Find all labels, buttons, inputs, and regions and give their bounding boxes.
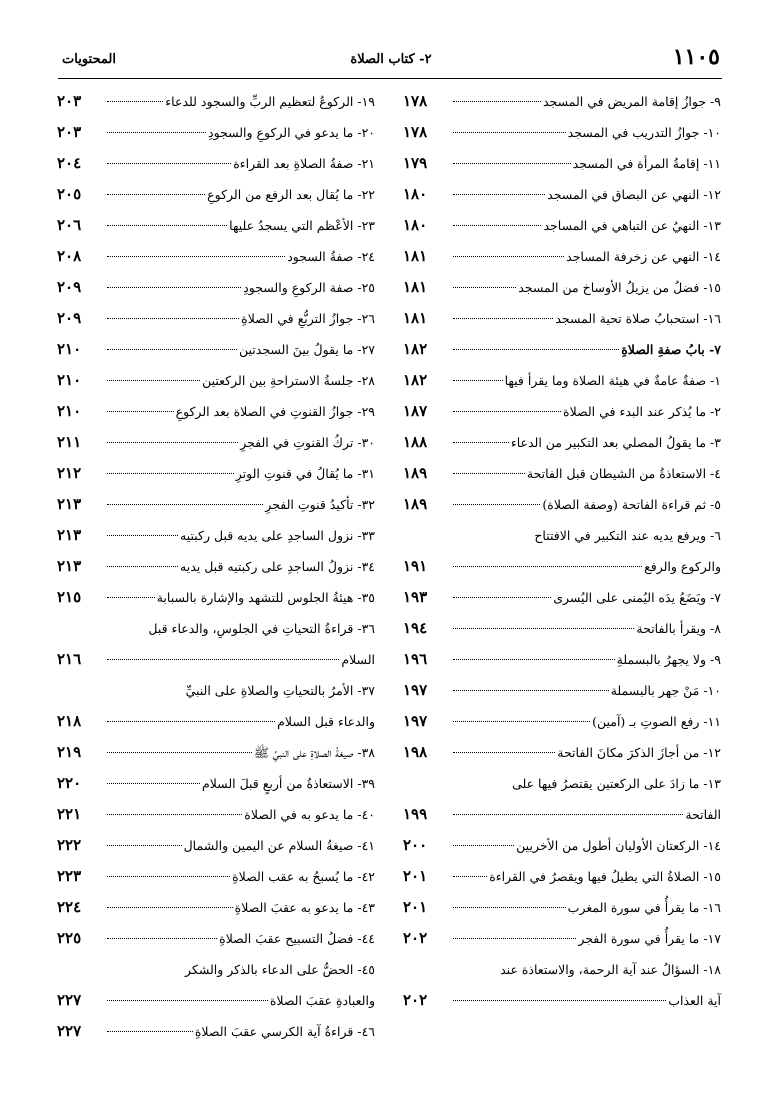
toc-entry-page-number: ٢٠٣ — [57, 92, 82, 110]
toc-entry-title: ١٢- النهي عن البصاق في المسجد — [547, 187, 721, 202]
dot-leader — [453, 504, 540, 505]
toc-entry-title: ٣٤- نزولُ الساجدِ على ركبتيه قبل يديه — [180, 559, 375, 574]
toc-entry-title: ٤٤- فضلُ التسبيح عقبَ الصلاةِ — [219, 931, 375, 946]
toc-entry-row — [57, 117, 375, 148]
dot-leader — [453, 752, 555, 753]
toc-entry — [403, 706, 721, 737]
toc-entry-page-number: ٢١٠ — [57, 371, 82, 389]
toc-entry — [57, 675, 375, 737]
toc-entry — [403, 830, 721, 861]
toc-entry-title: ٤١- صيغةُ السلام عن اليمين والشمال — [183, 838, 375, 853]
toc-entry-continuation: آية العذاب — [668, 993, 721, 1008]
toc-entry-title: ٢٧- ما يقولُ بينَ السجدتين — [239, 342, 375, 357]
toc-entry-page-number: ٢٢١ — [57, 805, 82, 823]
toc-entry-row — [57, 861, 375, 892]
toc-entry — [57, 365, 375, 396]
toc-entry-title: ٣٢- تأكيدُ قنوتِ الفجرِ — [265, 497, 375, 512]
toc-entry-row — [57, 644, 375, 675]
toc-entry-row — [403, 241, 721, 272]
toc-entry-title: ٢٢- ما يُقال بعد الرفع من الركوعِ — [207, 187, 375, 202]
dot-leader — [107, 504, 263, 505]
toc-entry-page-number: ١٨١ — [403, 309, 428, 327]
dot-leader — [107, 349, 237, 350]
toc-entry-row — [403, 334, 721, 365]
toc-entry-page-number: ١٩٦ — [403, 650, 428, 668]
toc-entry — [57, 520, 375, 551]
toc-entry-row — [57, 241, 375, 272]
toc-entry-row — [403, 396, 721, 427]
toc-entry-row — [403, 179, 721, 210]
toc-entry-continuation: والعبادةِ عقبَ الصلاة — [269, 993, 375, 1008]
toc-entry-page-number: ٢٢٢ — [57, 836, 82, 854]
toc-entry-page-number: ٢٢٧ — [57, 991, 82, 1009]
toc-entry-page-number: ٢٠٩ — [57, 309, 82, 327]
toc-entry-title: ٢٣- الأعْظم التي يسجدُ عليها — [229, 218, 375, 233]
toc-entry — [403, 861, 721, 892]
dot-leader — [107, 132, 206, 133]
toc-entry-title: ٣٩- الاستعاذةُ من أربعٍ قبلَ السلام — [201, 776, 375, 791]
dot-leader — [107, 380, 200, 381]
toc-entry — [403, 675, 721, 706]
dot-leader — [453, 876, 487, 877]
toc-entry-title: ١٤- النهي عن زخرفة المساجد — [566, 249, 721, 264]
toc-entry-title: ٣٨- صيغةُ الصلاةِ على النبيِّ ﷺ — [253, 745, 375, 760]
toc-entry — [57, 768, 375, 799]
toc-entry-page-number: ١٨٧ — [403, 402, 428, 420]
toc-entry-row — [403, 210, 721, 241]
toc-entry — [57, 551, 375, 582]
toc-entry — [57, 241, 375, 272]
toc-entry-page-number: ١٨٢ — [403, 340, 428, 358]
toc-entry-row — [403, 985, 721, 1016]
toc-entry-row — [403, 117, 721, 148]
toc-entry — [403, 768, 721, 830]
toc-entry-page-number: ٢٢٠ — [57, 774, 82, 792]
toc-entry-title: ٣٥- هيئةُ الجلوس للتشهد والإشارة بالسبابة — [156, 590, 375, 605]
toc-entry-row — [57, 427, 375, 458]
toc-entry-row — [403, 861, 721, 892]
dot-leader — [453, 814, 683, 815]
toc-entry — [57, 303, 375, 334]
toc-entry — [57, 737, 375, 768]
toc-entry-page-number: ٢٢٣ — [57, 867, 82, 885]
toc-entry-row — [403, 551, 721, 582]
toc-entry-title: ٩- ولا يجهرُ بالبسملةِ — [616, 652, 721, 667]
dot-leader — [107, 1031, 193, 1032]
toc-entry-page-number: ١٨٩ — [403, 495, 428, 513]
dot-leader — [453, 380, 503, 381]
toc-entry-row — [57, 210, 375, 241]
toc-entry-row — [57, 148, 375, 179]
dot-leader — [107, 566, 178, 567]
toc-entry — [403, 241, 721, 272]
toc-entry-page-number: ١٧٨ — [403, 123, 428, 141]
dot-leader — [107, 163, 231, 164]
toc-entry — [57, 830, 375, 861]
toc-entry-title: ٩- جوازُ إقامة المريض في المسجد — [542, 94, 721, 109]
toc-entry — [57, 923, 375, 954]
toc-entry — [57, 582, 375, 613]
dot-leader — [107, 411, 174, 412]
toc-entry-row — [403, 923, 721, 954]
toc-entry — [403, 613, 721, 644]
toc-entry-page-number: ١٩٤ — [403, 619, 428, 637]
toc-entry-row — [57, 489, 375, 520]
toc-entry — [57, 210, 375, 241]
toc-entry-title: ١١- رفع الصوتِ بـ (آمين) — [592, 714, 721, 729]
toc-entry — [57, 148, 375, 179]
section-title: المحتويات — [62, 52, 116, 67]
toc-entry-page-number: ٢١٩ — [57, 743, 82, 761]
toc-entry — [403, 923, 721, 954]
toc-entry-row — [403, 799, 721, 830]
toc-entry-title: ٣٦- قراءةُ التحياتِ في الجلوسِ، والدعاء قبل — [148, 621, 375, 636]
dot-leader — [453, 907, 566, 908]
dot-leader — [107, 318, 239, 319]
toc-entry-page-number: ٢١٢ — [57, 464, 82, 482]
toc-entry-page-number: ١٩٨ — [403, 743, 428, 761]
toc-entry — [403, 520, 721, 582]
toc-entry-row — [403, 582, 721, 613]
toc-entry-title: ٣٣- نزول الساجدِ على يديه قبل ركبتيه — [180, 528, 375, 543]
toc-entry-page-number: ١٨٨ — [403, 433, 428, 451]
toc-entry-row — [57, 706, 375, 737]
toc-entry-row — [57, 985, 375, 1016]
dot-leader — [453, 566, 642, 567]
toc-entry-page-number: ٢٠٤ — [57, 154, 82, 172]
toc-entry — [403, 272, 721, 303]
toc-entry-row — [57, 768, 375, 799]
toc-entry-title: ٣٧- الأمرُ بالتحياتِ والصلاةِ على النبيِّ — [185, 683, 375, 698]
dot-leader — [453, 101, 541, 102]
toc-entry-page-number: ٢١٦ — [57, 650, 82, 668]
dot-leader — [107, 1000, 268, 1001]
dot-leader — [453, 442, 509, 443]
toc-entry-title: ٢٩- جوازُ القنوتِ في الصلاة بعد الركوعِ — [175, 404, 375, 419]
dot-leader — [453, 411, 561, 412]
toc-entry-row — [57, 458, 375, 489]
toc-entry-row — [57, 396, 375, 427]
toc-entry-row — [57, 520, 375, 551]
page-number: ١١٠٥ — [672, 44, 720, 70]
toc-entry-continuation: والركوع والرفع — [644, 559, 721, 574]
toc-entry-page-number: ٢٢٤ — [57, 898, 82, 916]
toc-entry-title: ١٩- الركوعُ لتعظيم الربِّ والسجود للدعاء — [165, 94, 375, 109]
toc-entry-page-number: ٢٢٥ — [57, 929, 82, 947]
toc-entry — [57, 1016, 375, 1047]
dot-leader — [453, 473, 525, 474]
toc-entry-title: ١- صفةٌ عامةٌ في هيئة الصلاة وما يقرأ فيها — [504, 373, 721, 388]
toc-entry-title: ٤- الاستعاذةُ من الشيطان قبل الفاتحة — [526, 466, 721, 481]
toc-entry-row — [57, 892, 375, 923]
toc-entry-page-number: ١٨١ — [403, 278, 428, 296]
toc-entry-row — [403, 830, 721, 861]
toc-entry-continuation: السلام — [341, 652, 375, 667]
toc-entry-row — [57, 799, 375, 830]
dot-leader — [453, 845, 514, 846]
toc-entry — [57, 458, 375, 489]
toc-entry — [403, 427, 721, 458]
toc-entry-title: ٣- ما يقولُ المصلي بعد التكبير من الدعاء — [510, 435, 721, 450]
dot-leader — [453, 287, 516, 288]
toc-entry-row — [403, 489, 721, 520]
toc-entry-title: ١٠- مَنْ جهر بالبسملة — [610, 683, 721, 698]
toc-entry-row — [403, 737, 721, 768]
toc-entry-page-number: ١٨١ — [403, 247, 428, 265]
toc-column-right — [403, 86, 721, 1016]
dot-leader — [453, 1000, 666, 1001]
toc-entry — [403, 365, 721, 396]
toc-entry — [403, 179, 721, 210]
toc-entry-page-number: ٢١٠ — [57, 402, 82, 420]
toc-entry-page-number: ٢٠١ — [403, 867, 428, 885]
toc-entry-row — [57, 334, 375, 365]
toc-entry-page-number: ١٧٩ — [403, 154, 428, 172]
toc-entry-title: ١٦- ما يقرأُ في سورة المغرب — [567, 900, 721, 915]
dot-leader — [453, 132, 566, 133]
toc-entry-title: ٤٣- ما يدعو به عقبَ الصلاةِ — [234, 900, 375, 915]
dot-leader — [107, 287, 241, 288]
dot-leader — [107, 907, 233, 908]
toc-entry-row — [57, 1016, 375, 1047]
toc-entry-page-number: ٢١٠ — [57, 340, 82, 358]
toc-entry-page-number: ٢١٣ — [57, 526, 82, 544]
dot-leader — [453, 690, 609, 691]
toc-entry-page-number: ٢٠٠ — [403, 836, 428, 854]
toc-entry-page-number: ٢٠٩ — [57, 278, 82, 296]
toc-entry — [403, 303, 721, 334]
toc-entry-page-number: ٢٠٨ — [57, 247, 82, 265]
toc-entry-row — [403, 86, 721, 117]
page-header — [62, 44, 720, 74]
toc-entry-row — [57, 272, 375, 303]
toc-entry-page-number: ١٩١ — [403, 557, 428, 575]
toc-entry-row — [403, 458, 721, 489]
toc-entry-page-number: ١٩٧ — [403, 712, 428, 730]
chapter-title: ٢- كتاب الصلاة — [350, 52, 432, 67]
dot-leader — [107, 938, 217, 939]
toc-entry-row — [57, 830, 375, 861]
dot-leader — [107, 845, 182, 846]
dot-leader — [107, 597, 155, 598]
dot-leader — [453, 318, 553, 319]
toc-entry-title: ١٦- استحبابُ صلاة تحية المسجد — [555, 311, 721, 326]
toc-entry-title: ٤٢- ما يُسبحُ به عقب الصلاةِ — [232, 869, 375, 884]
toc-entry-page-number: ٢٠٣ — [57, 123, 82, 141]
dot-leader — [107, 256, 285, 257]
toc-entry — [403, 396, 721, 427]
toc-entry-page-number: ١٧٨ — [403, 92, 428, 110]
toc-entry-title: ٢٠- ما يدعو في الركوعِ والسجودِ — [208, 125, 375, 140]
toc-entry-row — [403, 303, 721, 334]
toc-entry-title: ١٢- من أجازَ الذكرَ مكانَ الفاتحة — [557, 745, 721, 760]
dot-leader — [107, 473, 234, 474]
toc-entry-page-number: ١٩٧ — [403, 681, 428, 699]
toc-entry — [403, 117, 721, 148]
toc-entry-title: ١٣- ما زادَ على الركعتين يقتصرُ فيها على — [512, 776, 721, 791]
toc-entry-row — [57, 551, 375, 582]
toc-entry-title: ١٤- الركعتان الأوليان أطول من الأخريين — [516, 838, 721, 853]
toc-entry — [57, 613, 375, 675]
dot-leader — [453, 721, 590, 722]
toc-entry-title: ٢٤- صفةُ السجود — [287, 249, 375, 264]
toc-entry-title: ١٧- ما يقرأُ في سورة الفجر — [578, 931, 721, 946]
toc-entry-page-number: ٢٠٢ — [403, 991, 428, 1009]
toc-entry-title: ٢٥- صفة الركوعِ والسجودِ — [243, 280, 375, 295]
dot-leader — [453, 938, 576, 939]
toc-entry — [57, 179, 375, 210]
toc-entry-page-number: ١٨٢ — [403, 371, 428, 389]
dot-leader — [107, 225, 227, 226]
toc-entry — [57, 396, 375, 427]
toc-entry-page-number: ٢١٣ — [57, 495, 82, 513]
toc-entry — [403, 582, 721, 613]
dot-leader — [107, 876, 230, 877]
dot-leader — [107, 194, 205, 195]
header-rule — [58, 78, 722, 79]
toc-entry-title: ٤٠- ما يدعو به في الصلاة — [244, 807, 375, 822]
toc-entry — [403, 892, 721, 923]
dot-leader — [107, 101, 163, 102]
toc-entry — [403, 737, 721, 768]
toc-entry-row — [403, 272, 721, 303]
toc-entry-page-number: ٢٠١ — [403, 898, 428, 916]
toc-entry-page-number: ٢٠٥ — [57, 185, 82, 203]
toc-entry-row — [57, 737, 375, 768]
toc-entry — [403, 148, 721, 179]
toc-entry — [403, 458, 721, 489]
toc-entry-title: ٢٦- جوازُ التربُّعِ في الصلاةِ — [241, 311, 375, 326]
toc-entry-row — [57, 365, 375, 396]
toc-entry-title: ٦- ويرفع يديه عند التكبير في الافتتاح — [534, 528, 721, 543]
dot-leader — [453, 628, 634, 629]
dot-leader — [107, 442, 238, 443]
toc-entry-title: ٧- ويَضَعُ يدَه اليُمنى على اليُسرى — [553, 590, 721, 605]
toc-entry-page-number: ٢٠٢ — [403, 929, 428, 947]
toc-entry-page-number: ٢١١ — [57, 433, 82, 451]
toc-entry-row — [403, 892, 721, 923]
dot-leader — [107, 752, 252, 753]
toc-entry-row — [403, 706, 721, 737]
dot-leader — [107, 721, 275, 722]
toc-entry — [403, 210, 721, 241]
toc-entry-row — [403, 365, 721, 396]
toc-entry-title: ١٨- السؤالُ عند آية الرحمة، والاستعاذة عند — [500, 962, 721, 977]
toc-entry-row — [57, 923, 375, 954]
toc-entry-title: ٤٥- الحضُّ على الدعاء بالذكر والشكر — [185, 962, 375, 977]
toc-entry-page-number: ٢١٨ — [57, 712, 82, 730]
toc-entry — [57, 892, 375, 923]
toc-entry — [57, 861, 375, 892]
toc-entry-title: ٢١- صفةُ الصلاةِ بعد القراءة — [233, 156, 375, 171]
toc-entry-title: ١١- إقامةُ المرأة في المسجد — [572, 156, 721, 171]
toc-entry — [57, 86, 375, 117]
toc-entry-page-number: ١٩٩ — [403, 805, 428, 823]
toc-entry-row — [403, 427, 721, 458]
toc-entry-title: ٢٨- جلسةُ الاستراحةِ بين الركعتين — [202, 373, 375, 388]
toc-entry — [57, 427, 375, 458]
dot-leader — [107, 814, 242, 815]
toc-entry-title: ١٣- النهيُ عن التباهي في المساجد — [543, 218, 721, 233]
toc-entry — [57, 334, 375, 365]
toc-entry-row — [403, 613, 721, 644]
dot-leader — [107, 783, 200, 784]
dot-leader — [453, 194, 545, 195]
toc-entry-page-number: ١٨٩ — [403, 464, 428, 482]
toc-entry-continuation: والدعاء قبل السلام — [277, 714, 375, 729]
toc-entry-page-number: ١٨٠ — [403, 216, 428, 234]
toc-entry-title: ٣٠- تركُ القنوتِ في الفجرِ — [240, 435, 375, 450]
toc-entry-title: ١٠- جوازُ التدريب في المسجد — [567, 125, 721, 140]
toc-entry — [403, 954, 721, 1016]
toc-entry — [403, 489, 721, 520]
toc-entry — [403, 86, 721, 117]
toc-entry-page-number: ٢٠٦ — [57, 216, 82, 234]
dot-leader — [453, 256, 564, 257]
toc-entry-row — [403, 644, 721, 675]
toc-entry-page-number: ١٨٠ — [403, 185, 428, 203]
dot-leader — [107, 535, 178, 536]
dot-leader — [453, 659, 615, 660]
dot-leader — [107, 659, 339, 660]
toc-entry-title: ٧- بابُ صفةِ الصلاةِ — [621, 342, 721, 357]
toc-entry — [57, 799, 375, 830]
toc-entry-row — [403, 148, 721, 179]
toc-entry — [57, 954, 375, 1016]
toc-entry-title: ٤٦- قراءةُ آية الكرسي عقبَ الصلاةِ — [194, 1024, 375, 1039]
toc-entry-title: ٨- ويقرأ بالفاتحة — [636, 621, 721, 636]
toc-entry — [57, 272, 375, 303]
toc-entry-row — [57, 86, 375, 117]
toc-entry-row — [57, 303, 375, 334]
toc-column-left — [57, 86, 375, 1047]
toc-entry — [57, 489, 375, 520]
toc-entry-page-number: ٢٢٧ — [57, 1022, 82, 1040]
toc-entry — [403, 644, 721, 675]
toc-entry-title: ٥- ثم قراءة الفاتحة (وصفة الصلاة) — [542, 497, 721, 512]
toc-entry-title: ١٥- الصلاةُ التي يطيلُ فيها ويقصرُ في القراءة — [489, 869, 721, 884]
toc-entry-page-number: ١٩٣ — [403, 588, 428, 606]
toc-entry-page-number: ٢١٥ — [57, 588, 82, 606]
dot-leader — [453, 225, 541, 226]
toc-entry-continuation: الفاتحة — [685, 807, 721, 822]
toc-entry — [57, 117, 375, 148]
toc-entry-title: ٣١- ما يُقالُ في قنوتِ الوترِ — [235, 466, 375, 481]
toc-entry — [403, 334, 721, 365]
toc-entry-page-number: ٢١٣ — [57, 557, 82, 575]
toc-entry-row — [403, 675, 721, 706]
dot-leader — [453, 163, 571, 164]
toc-entry-title: ٢- ما يُذكر عند البدء في الصلاة — [563, 404, 721, 419]
toc-entry-row — [57, 179, 375, 210]
dot-leader — [453, 597, 551, 598]
dot-leader — [453, 349, 619, 350]
toc-entry-row — [57, 582, 375, 613]
toc-entry-title: ١٥- فضلُ من يزيلُ الأوساخ من المسجد — [518, 280, 721, 295]
